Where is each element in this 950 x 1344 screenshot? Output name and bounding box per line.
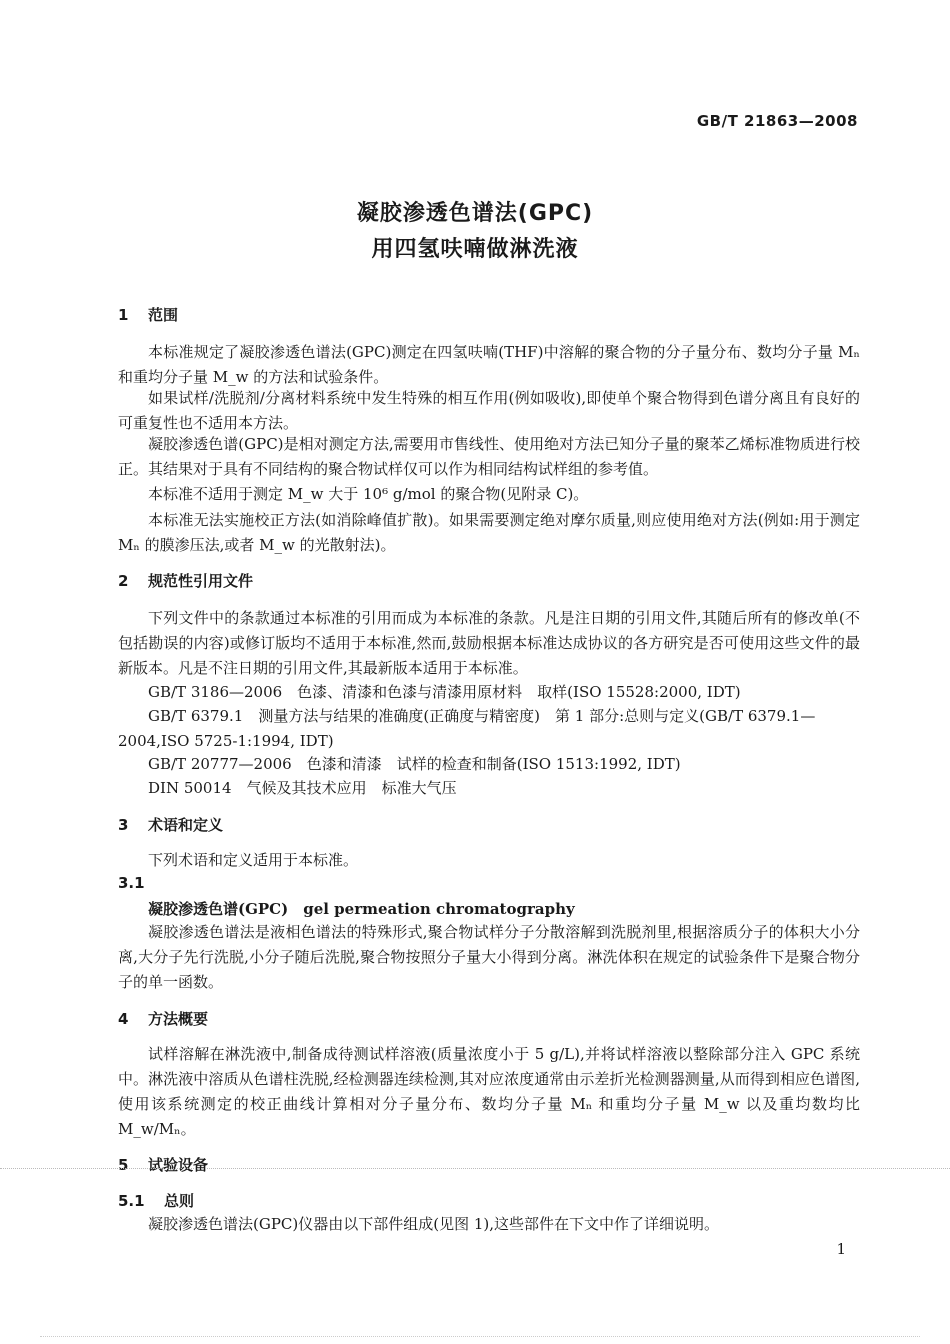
section-title: 方法概要 [148,1010,209,1028]
section-4-paragraph-1: 试样溶解在淋洗液中,制备成待测试样溶液(质量浓度小于 5 g/L),并将试样溶液以整除部分注入 GPC 系统中。淋洗液中溶质从色谱柱洗脱,经检测器连续检测,其对应浓度通常由示差折光检测器测量,从而得到相应色谱图,使用该系统测定的校正曲线计算相对分子量分布、数均分子量 Mₙ 和重均分子量 M_w 以及重均数均比 M_w/Mₙ。 [118,1045,860,1138]
section-1-paragraph-1: 本标准规定了凝胶渗透色谱法(GPC)测定在四氢呋喃(THF)中溶解的聚合物的分子量分布、数均分子量 Mₙ 和重均分子量 M_w 的方法和试验条件。 [118,343,860,386]
section-5-heading [118,1154,208,1175]
section-2-paragraph-1: 下列文件中的条款通过本标准的引用而成为本标准的条款。凡是注日期的引用文件,其随后所有的修改单(不包括勘误的内容)或修订版均不适用于本标准,然而,鼓励根据本标准达成协议的各方研究是否可使用这些文件的最新版本。凡是不注日期的引用文件,其最新版本适用于本标准。 [118,609,860,677]
section-5-1-paragraph-1: 凝胶渗透色谱法(GPC)仪器由以下部件组成(见图 1),这些部件在下文中作了详细说明。 [148,1215,720,1233]
normative-reference-3: GB/T 20777—2006 色漆和清漆 试样的检查和制备(ISO 1513:1992, IDT) [148,755,681,773]
page-number: 1 [836,1240,846,1258]
section-4-heading [118,1008,208,1029]
normative-reference-2: GB/T 6379.1 测量方法与结果的准确度(正确度与精密度) 第 1 部分:总则与定义(GB/T 6379.1—2004,ISO 5725-1:1994, IDT) [118,707,816,750]
document-title-line1: 凝胶渗透色谱法(GPC) [356,201,594,226]
section-number: 5 [118,1156,129,1174]
section-1-heading [118,304,178,325]
term-gpc-title: 凝胶渗透色谱(GPC) gel permeation chromatography [148,900,575,918]
section-number: 2 [118,572,129,590]
section-title: 规范性引用文件 [148,572,254,590]
standard-code: GB/T 21863—2008 [696,112,858,130]
section-number: 3 [118,816,129,834]
subsection-number: 5.1 [118,1192,145,1210]
section-title: 范围 [148,306,179,324]
section-1-paragraph-2: 如果试样/洗脱剂/分离材料系统中发生特殊的相互作用(例如吸收),即使单个聚合物得到色谱分离且有良好的可重复性也不适用本方法。 [118,389,860,432]
section-number: 4 [118,1010,129,1028]
scan-artifact-line [0,1168,950,1171]
normative-reference-1: GB/T 3186—2006 色漆、清漆和色漆与清漆用原材料 取样(ISO 15528:2000, IDT) [148,683,741,701]
section-3-heading [118,814,223,835]
subsection-5-1-heading [118,1190,194,1211]
section-title: 试验设备 [148,1156,209,1174]
term-gpc-definition: 凝胶渗透色谱法是液相色谱法的特殊形式,聚合物试样分子分散溶解到洗脱剂里,根据溶质分子的体积大小分离,大分子先行洗脱,小分子随后洗脱,聚合物按照分子量大小得到分离。淋洗体积在规定的试验条件下是聚合物分子的单一函数。 [118,923,860,991]
section-1-paragraph-4: 本标准不适用于测定 M_w 大于 10⁶ g/mol 的聚合物(见附录 C)。 [148,485,589,503]
section-1-paragraph-3: 凝胶渗透色谱(GPC)是相对测定方法,需要用市售线性、使用绝对方法已知分子量的聚苯乙烯标准物质进行校正。其结果对于具有不同结构的聚合物试样仅可以作为相同结构试样组的参考值。 [118,435,860,478]
section-2-heading [118,570,253,591]
normative-reference-4: DIN 50014 气候及其技术应用 标准大气压 [148,779,457,797]
section-3-paragraph-1: 下列术语和定义适用于本标准。 [148,851,359,869]
document-title-line2: 用四氢呋喃做淋洗液 [371,237,579,262]
subsection-title: 总则 [164,1192,195,1210]
section-1-paragraph-5: 本标准无法实施校正方法(如消除峰值扩散)。如果需要测定绝对摩尔质量,则应使用绝对方法(例如:用于测定 Mₙ 的膜渗压法,或者 M_w 的光散射法)。 [118,511,860,554]
section-title: 术语和定义 [148,816,224,834]
scan-artifact-line-bottom [40,1336,920,1339]
subsection-3-1-number: 3.1 [118,874,145,892]
section-number: 1 [118,306,129,324]
